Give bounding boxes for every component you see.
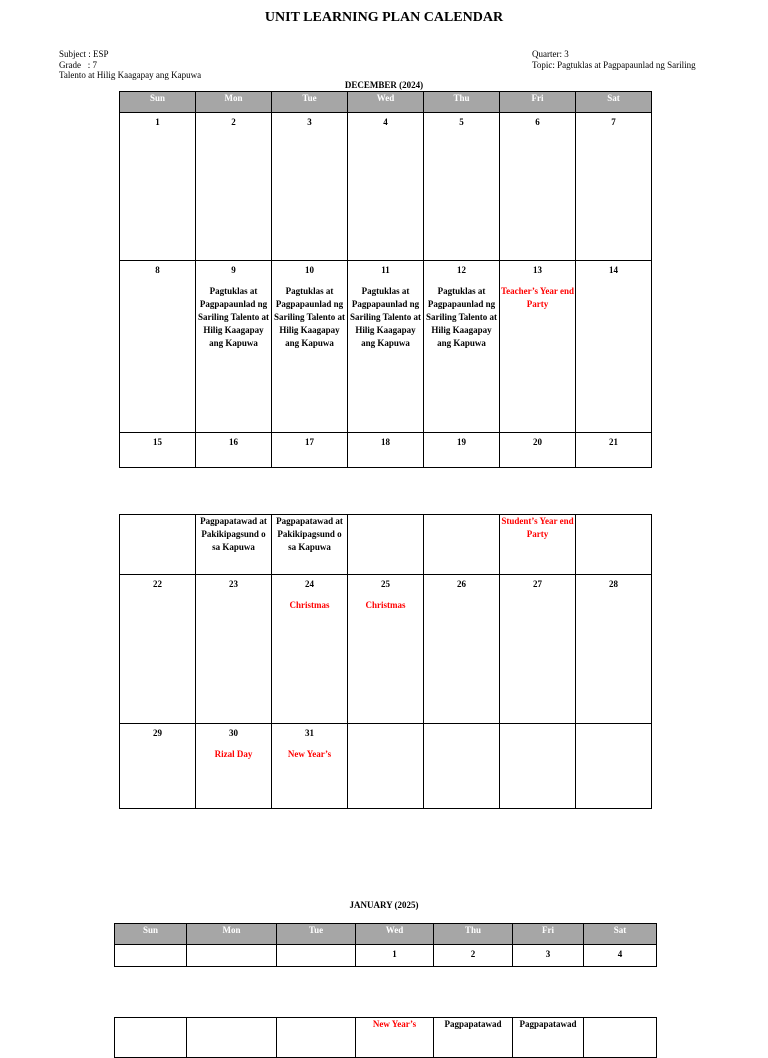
calendar-day-cell <box>576 113 652 261</box>
calendar-day-cell <box>120 433 196 468</box>
calendar-day-cell <box>115 945 187 967</box>
day-number <box>424 724 499 728</box>
day-number: 7 <box>611 117 616 127</box>
holiday-label: Christmas <box>365 600 406 610</box>
weekday-fri: Fri <box>513 924 584 945</box>
day-number: 2 <box>470 949 476 959</box>
day-number: 22 <box>153 579 162 589</box>
topic-line: Topic: Pagtuklas at Pagpapaunlad ng Sariling <box>532 59 696 70</box>
day-number: 28 <box>609 579 618 589</box>
calendar-day-cell <box>272 515 348 575</box>
weekday-sat: Sat <box>584 924 657 945</box>
day-number: 1 <box>392 949 397 959</box>
day-number: 21 <box>609 437 618 447</box>
lesson-label: Pagtuklas at Pagpapaunlad ng Sariling Talento at Hilig Kaagapay ang Kapuwa <box>273 286 345 348</box>
day-number: 4 <box>383 117 388 127</box>
calendar-day-cell <box>500 261 576 433</box>
calendar-day-cell <box>500 575 576 724</box>
january-calendar <box>114 923 657 967</box>
calendar-day-cell <box>348 724 424 809</box>
day-number: 3 <box>307 117 312 127</box>
day-number: 30 <box>229 728 238 738</box>
calendar-day-cell <box>196 113 272 261</box>
calendar-week <box>120 575 652 724</box>
calendar-day-cell <box>196 575 272 724</box>
calendar-day-cell <box>576 575 652 724</box>
calendar-week <box>115 945 657 967</box>
calendar-week <box>120 261 652 433</box>
day-number <box>348 724 423 728</box>
holiday-label: New Year’s <box>372 1019 417 1029</box>
calendar-day-cell <box>120 113 196 261</box>
lesson-label: Pagtuklas at Pagpapaunlad ng Sariling Talento at Hilig Kaagapay ang Kapuwa <box>425 286 497 348</box>
calendar-day-cell <box>187 945 277 967</box>
calendar-day-cell <box>348 433 424 468</box>
weekday-thu: Thu <box>424 92 500 113</box>
calendar-day-cell <box>348 261 424 433</box>
calendar-day-cell <box>272 724 348 809</box>
day-number <box>187 945 276 949</box>
day-number: 29 <box>153 728 162 738</box>
january-calendar-continued <box>114 1017 657 1058</box>
quarter-line: Quarter: 3 <box>532 49 569 59</box>
calendar-day-cell <box>584 945 657 967</box>
calendar-week <box>120 113 652 261</box>
calendar-day-cell <box>272 433 348 468</box>
calendar-day-cell <box>500 113 576 261</box>
calendar-day-cell <box>277 945 356 967</box>
calendar-day-cell <box>500 515 576 575</box>
day-number: 14 <box>609 265 618 275</box>
calendar-day-cell <box>272 575 348 724</box>
day-number: 20 <box>533 437 542 447</box>
day-number: 2 <box>231 117 236 127</box>
day-number: 27 <box>533 579 542 589</box>
quarter-info <box>532 49 696 70</box>
day-number: 17 <box>305 437 314 447</box>
calendar-day-cell <box>424 515 500 575</box>
lesson-label: Pagtuklas at Pagpapaunlad ng Sariling Talento at Hilig Kaagapay ang Kapuwa <box>349 286 421 348</box>
unit-line: Talento at Hilig Kaagapay ang Kapuwa <box>59 70 202 80</box>
day-number <box>277 945 355 949</box>
calendar-day-cell <box>576 433 652 468</box>
day-number <box>115 945 186 949</box>
calendar-day-cell <box>576 724 652 809</box>
page-title: UNIT LEARNING PLAN CALENDAR <box>264 10 504 25</box>
calendar-day-cell <box>348 575 424 724</box>
weekday-sun: Sun <box>115 924 187 945</box>
weekday-thu: Thu <box>434 924 513 945</box>
calendar-day-cell <box>500 433 576 468</box>
day-number: 19 <box>457 437 466 447</box>
day-number: 4 <box>617 949 623 959</box>
weekday-mon: Mon <box>196 92 272 113</box>
calendar-week-events <box>120 515 652 575</box>
weekday-fri: Fri <box>500 92 576 113</box>
day-number: 26 <box>457 579 466 589</box>
weekday-sat: Sat <box>576 92 652 113</box>
calendar-day-cell <box>120 575 196 724</box>
day-number: 18 <box>381 437 390 447</box>
holiday-label: New Year’s <box>287 749 332 759</box>
calendar-day-cell <box>120 261 196 433</box>
december-calendar-continued <box>119 514 652 809</box>
weekday-tue: Tue <box>277 924 356 945</box>
grade-line: Grade : 7 <box>59 59 97 70</box>
calendar-day-cell <box>120 515 196 575</box>
day-number <box>576 724 651 728</box>
calendar-week <box>120 724 652 809</box>
day-number: 9 <box>231 265 236 275</box>
lesson-label: Pagpapatawad <box>444 1019 502 1029</box>
weekday-mon: Mon <box>187 924 277 945</box>
weekday-header-row <box>120 92 652 113</box>
day-number: 1 <box>155 117 160 127</box>
lesson-label: Pagpapatawad at Pakikipagsund o sa Kapuwa <box>276 516 343 552</box>
day-number: 10 <box>305 265 314 275</box>
calendar-day-cell <box>348 113 424 261</box>
calendar-day-cell <box>500 724 576 809</box>
calendar-day-cell <box>196 433 272 468</box>
calendar-day-cell <box>424 724 500 809</box>
day-number: 25 <box>381 579 390 589</box>
calendar-day-cell <box>348 515 424 575</box>
day-number: 13 <box>533 265 542 275</box>
lesson-label: Pagpapatawad <box>519 1019 577 1029</box>
lesson-label: Pagpapatawad at Pakikipagsund o sa Kapuwa <box>200 516 267 552</box>
calendar-day-cell <box>513 945 584 967</box>
calendar-day-cell <box>196 724 272 809</box>
holiday-label: Teacher’s Year end Party <box>501 286 574 309</box>
calendar-day-cell <box>196 261 272 433</box>
weekday-wed: Wed <box>356 924 434 945</box>
calendar-day-cell <box>272 113 348 261</box>
day-number: 31 <box>305 728 314 738</box>
december-label: DECEMBER (2024) <box>344 80 424 90</box>
weekday-sun: Sun <box>120 92 196 113</box>
calendar-day-cell <box>120 724 196 809</box>
subject-info <box>59 49 201 81</box>
day-number: 23 <box>229 579 238 589</box>
calendar-day-cell <box>272 261 348 433</box>
calendar-week <box>120 433 652 468</box>
calendar-day-cell <box>576 261 652 433</box>
subject-line: Subject : ESP <box>59 49 109 59</box>
calendar-day-cell <box>576 515 652 575</box>
day-number <box>500 724 575 728</box>
holiday-label: Christmas <box>289 600 330 610</box>
day-number: 6 <box>535 117 540 127</box>
day-number: 8 <box>155 265 160 275</box>
day-number: 24 <box>305 579 314 589</box>
calendar-day-cell <box>424 261 500 433</box>
calendar-day-cell <box>196 515 272 575</box>
day-number: 15 <box>153 437 162 447</box>
calendar-day-cell <box>424 433 500 468</box>
weekday-wed: Wed <box>348 92 424 113</box>
holiday-label: Rizal Day <box>214 749 253 759</box>
day-number: 5 <box>459 117 464 127</box>
calendar-day-cell <box>434 945 513 967</box>
holiday-label: Student’s Year end Party <box>501 516 574 539</box>
day-number: 16 <box>229 437 238 447</box>
calendar-day-cell <box>424 113 500 261</box>
january-label: JANUARY (2025) <box>349 900 419 910</box>
day-number: 3 <box>545 949 551 959</box>
calendar-day-cell <box>356 945 434 967</box>
lesson-label: Pagtuklas at Pagpapaunlad ng Sariling Talento at Hilig Kaagapay ang Kapuwa <box>197 286 269 348</box>
day-number: 12 <box>457 265 466 275</box>
weekday-tue: Tue <box>272 92 348 113</box>
weekday-header-row <box>115 924 657 945</box>
december-calendar <box>119 91 652 468</box>
day-number: 11 <box>381 265 390 275</box>
calendar-day-cell <box>424 575 500 724</box>
